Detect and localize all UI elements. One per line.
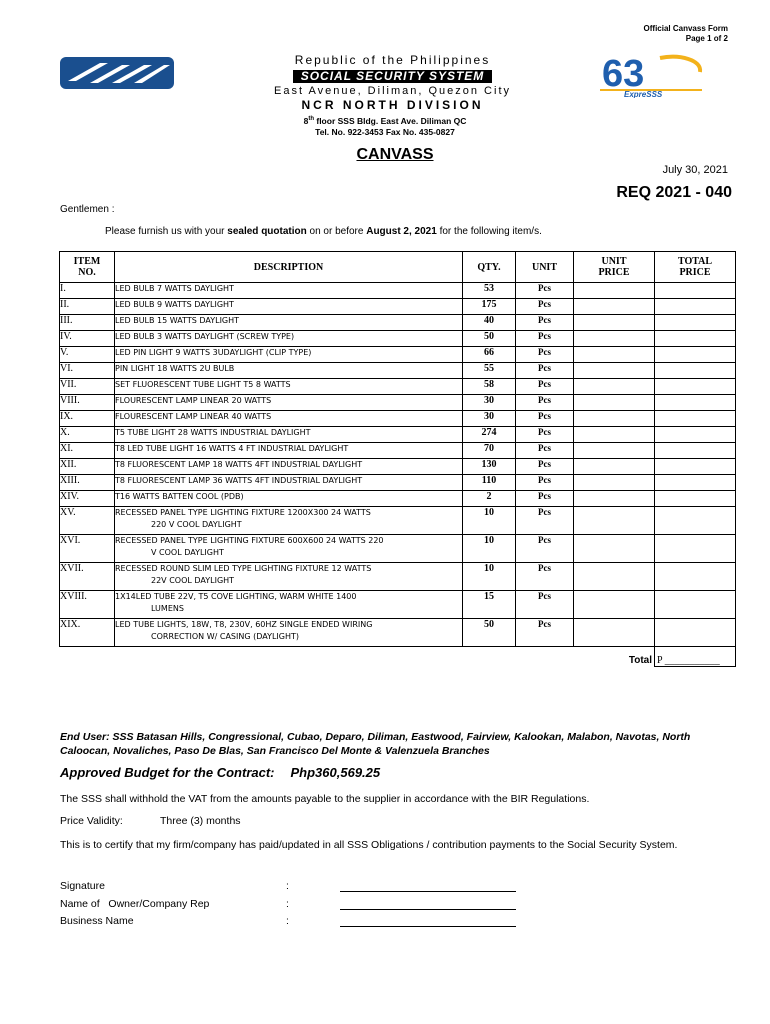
signature-blank xyxy=(340,891,516,892)
name-rep-label: Name of Owner/Company Rep xyxy=(60,898,210,910)
vat-statement: The SSS shall withhold the VAT from the amounts payable to the supplier in accordance with the BIR Regulations. xyxy=(60,793,590,805)
sss-logo-icon xyxy=(60,57,174,89)
items-table xyxy=(59,251,736,667)
table-row: XIII. T8 FLUORESCENT LAMP 36 WATTS 4FT INDUSTRIAL DAYLIGHT 110 Pcs xyxy=(60,475,736,491)
header-item-no: ITEM NO. xyxy=(60,252,115,283)
logo-63-text: 63 xyxy=(602,53,645,95)
table-row: X. T5 TUBE LIGHT 28 WATTS INDUSTRIAL DAYLIGHT 274 Pcs xyxy=(60,427,736,443)
address-line2: Tel. No. 922-3453 Fax No. 435-0827 xyxy=(315,126,455,137)
total-label: Total xyxy=(60,647,655,667)
intro-text: Please furnish us with your sealed quotation on or before August 2, 2021 for the following item/s. xyxy=(105,226,542,237)
address-line1: floor SSS Bldg. East Ave. Diliman QC xyxy=(314,115,467,126)
table-row: XIV. T16 WATTS BATTEN COOL (PDB) 2 Pcs xyxy=(60,491,736,507)
sss-63-anniversary-logo-icon xyxy=(590,52,708,98)
table-row: I. LED BULB 7 WATTS DAYLIGHT 53 Pcs xyxy=(60,283,736,299)
office-address xyxy=(0,114,770,138)
address-floor-suffix: th xyxy=(308,116,314,122)
table-row: VIII. FLOURESCENT LAMP LINEAR 20 WATTS 30 Pcs xyxy=(60,395,736,411)
name-rep-blank xyxy=(340,909,516,910)
table-row: XVII. RECESSED ROUND SLIM LED TYPE LIGHTING FIXTURE 12 WATTS 22V COOL DAYLIGHT 10 Pcs xyxy=(60,563,736,591)
letterhead-division: NCR NORTH DIVISION xyxy=(301,98,484,112)
page-title: CANVASS xyxy=(356,146,434,163)
signature-label: Signature xyxy=(60,880,105,892)
table-row: XI. T8 LED TUBE LIGHT 16 WATTS 4 FT INDUSTRIAL DAYLIGHT 70 Pcs xyxy=(60,443,736,459)
header-qty: QTY. xyxy=(463,252,516,283)
form-id-line2: Page 1 of 2 xyxy=(685,34,728,43)
business-name-colon: : xyxy=(286,915,289,927)
letterhead-agency: SOCIAL SECURITY SYSTEM xyxy=(293,70,493,83)
table-header-row xyxy=(60,252,736,283)
letterhead-location: East Avenue, Diliman, Quezon City xyxy=(274,85,511,97)
form-id-line1: Official Canvass Form xyxy=(643,24,728,33)
requisition-number: REQ 2021 - 040 xyxy=(616,184,732,201)
table-row: XVI. RECESSED PANEL TYPE LIGHTING FIXTURE 600X600 24 WATTS 220 V COOL DAYLIGHT 10 Pcs xyxy=(60,535,736,563)
document-date: July 30, 2021 xyxy=(662,164,728,176)
table-row: III. LED BULB 15 WATTS DAYLIGHT 40 Pcs xyxy=(60,315,736,331)
certification-text: This is to certify that my firm/company has paid/updated in all SSS Obligations / contribution payments to the Social Security System. xyxy=(60,839,678,851)
logo-expresss-text: ExpreSSS xyxy=(624,90,663,98)
table-row: V. LED PIN LIGHT 9 WATTS 3UDAYLIGHT (CLIP TYPE) 66 Pcs xyxy=(60,347,736,363)
business-name-blank xyxy=(340,926,516,927)
table-row: IX. FLOURESCENT LAMP LINEAR 40 WATTS 30 Pcs xyxy=(60,411,736,427)
table-row: IV. LED BULB 3 WATTS DAYLIGHT (SCREW TYPE) 50 Pcs xyxy=(60,331,736,347)
table-row: XII. T8 FLUORESCENT LAMP 18 WATTS 4FT INDUSTRIAL DAYLIGHT 130 Pcs xyxy=(60,459,736,475)
end-user-text: End User: SSS Batasan Hills, Congressional, Cubao, Deparo, Diliman, Eastwood, Fairview, Kalookan, Malabon, Navotas, North Caloocan, Novaliches, Paso De Blas, San Francisco Del Monte & Valenzuela Branches xyxy=(60,731,691,757)
total-row xyxy=(60,647,736,667)
letterhead xyxy=(230,54,555,112)
table-row: XV. RECESSED PANEL TYPE LIGHTING FIXTURE 1200X300 24 WATTS 220 V COOL DAYLIGHT 10 Pcs xyxy=(60,507,736,535)
table-row: VI. PIN LIGHT 18 WATTS 2U BULB 55 Pcs xyxy=(60,363,736,379)
table-row: XVIII. 1X14LED TUBE 22V, T5 COVE LIGHTING, WARM WHITE 1400 LUMENS 15 Pcs xyxy=(60,591,736,619)
approved-budget xyxy=(60,765,380,780)
business-name-label: Business Name xyxy=(60,915,134,927)
salutation: Gentlemen : xyxy=(60,204,115,215)
approved-budget-label: Approved Budget for the Contract: xyxy=(60,765,275,780)
approved-budget-value: Php360,569.25 xyxy=(290,765,381,780)
name-rep-colon: : xyxy=(286,898,289,910)
total-value: P ___________ xyxy=(655,647,736,667)
table-row: VII. SET FLUORESCENT TUBE LIGHT T5 8 WATTS 58 Pcs xyxy=(60,379,736,395)
price-validity-label: Price Validity: xyxy=(60,815,123,827)
table-row: XIX. LED TUBE LIGHTS, 18W, T8, 230V, 60HZ SINGLE ENDED WIRING CORRECTION W/ CASING (DAYLIGHT) 50 Pcs xyxy=(60,619,736,647)
price-validity-value: Three (3) months xyxy=(160,815,241,827)
header-total-price: TOTAL PRICE xyxy=(655,252,736,283)
header-description: DESCRIPTION xyxy=(115,252,463,283)
table-row: II. LED BULB 9 WATTS DAYLIGHT 175 Pcs xyxy=(60,299,736,315)
letterhead-republic: Republic of the Philippines xyxy=(294,53,491,67)
form-id xyxy=(644,24,728,44)
signature-colon: : xyxy=(286,880,289,892)
header-unit: UNIT xyxy=(516,252,574,283)
header-unit-price: UNIT PRICE xyxy=(574,252,655,283)
price-validity xyxy=(60,815,241,827)
address-floor-number: 8 xyxy=(303,115,309,126)
